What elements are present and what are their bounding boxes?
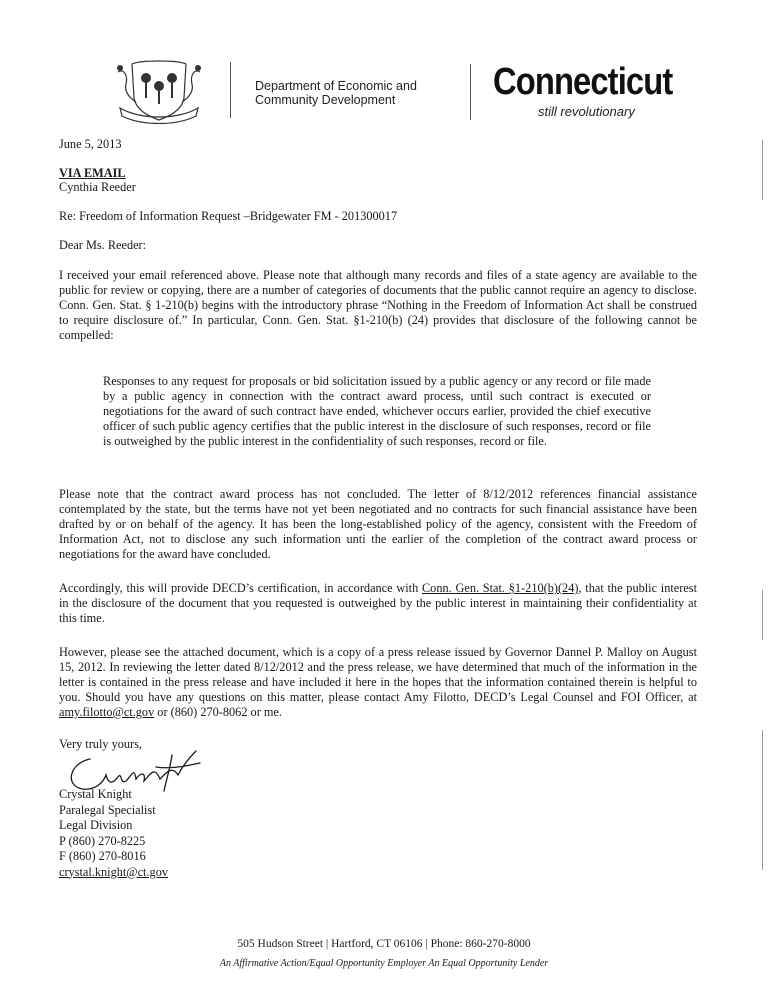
signature-block — [59, 787, 168, 880]
paragraph-1: I received your email referenced above. Please note that although many records and files of a state agency are available to the public for review or copying, there are a number of categories of documents that the public cannot require an agency to disclose. Conn. Gen. Stat. § 1-210(b) begins with the introductory phrase “Nothing in the Freedom of Information Act shall be construed to require disclosure of.” In particular, Conn. Gen. Stat. §1-210(b) (24) provides that disclosure of the following cannot be compelled: — [59, 268, 697, 342]
scan-edge-mark — [762, 590, 763, 640]
state-seal-icon — [110, 58, 208, 124]
statute-reference: Conn. Gen. Stat. §1-210(b)(24) — [421, 581, 579, 595]
paragraph-4-text: However, please see the attached document, which is a copy of a press release issued by Governor Dannel P. Malloy on August 15, 2012. In reviewing the letter dated 8/12/2012 and the press release, we have determined that much of the information in the letter is contained in the press release and have included it here in the hopes that the information contained therein is helpful to you. Should you have any questions on this matter, please contact Amy Filotto, DECD’s Legal Counsel and FOI Officer, at — [59, 645, 697, 704]
salutation: Dear Ms. Reeder: — [59, 238, 147, 252]
signer-division: Legal Division — [59, 818, 133, 832]
paragraph-3 — [59, 581, 697, 626]
delivery-method: VIA EMAIL — [59, 166, 126, 180]
email-link[interactable]: amy.filotto@ct.gov — [59, 705, 155, 719]
subject-line: Re: Freedom of Information Request –Bridgewater FM - 201300017 — [59, 209, 398, 223]
footer-statement: An Affirmative Action/Equal Opportunity Employer An Equal Opportunity Lender — [219, 958, 549, 969]
scan-edge-mark — [762, 140, 763, 200]
signer-title: Paralegal Specialist — [59, 802, 156, 817]
signer-fax: F (860) 270-8016 — [59, 849, 146, 863]
letter-date: June 5, 2013 — [59, 137, 122, 151]
paragraph-4 — [59, 645, 697, 720]
signer-email-link[interactable]: crystal.knight@ct.gov — [59, 864, 168, 879]
footer-address: 505 Hudson Street | Hartford, CT 06106 | Phone: 860-270-8000 — [237, 938, 531, 950]
brand-tagline: still revolutionary — [538, 104, 635, 119]
scan-edge-mark — [762, 730, 763, 870]
header-divider — [470, 64, 471, 120]
connecticut-logo: Connecticut — [493, 61, 673, 103]
recipient-name: Cynthia Reeder — [59, 180, 136, 194]
signer-name: Crystal Knight — [59, 787, 132, 801]
department-name — [255, 79, 417, 107]
paragraph-4-text: or (860) 270-8062 or me. — [154, 705, 282, 719]
department-line-2: Community Development — [255, 93, 396, 107]
paragraph-2: Please note that the contract award process has not concluded. The letter of 8/12/2012 references financial assistance contemplated by the state, but the terms have not yet been negotiated and no contracts for such financial assistance have been drafted by or on behalf of the agency. It has been the long-established policy of the agency, consistent with the Freedom of Information Act, not to disclose any such information unti the earlier of the completion of the contract award process or negotiations for the award have concluded. — [59, 487, 697, 561]
department-line-1: Department of Economic and — [255, 79, 417, 93]
header-divider — [230, 62, 231, 118]
statute-quote: Responses to any request for proposals or bid solicitation issued by a public agency or any record or file made by a public agency in connection with the contract award process, until such contract is executed or negotiations for the award of such contract have ended, whichever occurs earlier, provided the chief executive officer of such public agency certifies that the public interest in the disclosure of such responses, record or file is outweighed by the public interest in the confidentiality of such responses, record or file. — [103, 374, 651, 448]
signer-phone: P (860) 270-8225 — [59, 833, 146, 848]
paragraph-3-text: Accordingly, this will provide DECD’s certification, in accordance with — [59, 581, 422, 595]
closing: Very truly yours, — [59, 737, 142, 751]
paragraph-3-text: , that the public interest in the disclosure of the document that you requested is outweighed by the public interest in maintaining their confidentiality at this time. — [59, 581, 697, 625]
